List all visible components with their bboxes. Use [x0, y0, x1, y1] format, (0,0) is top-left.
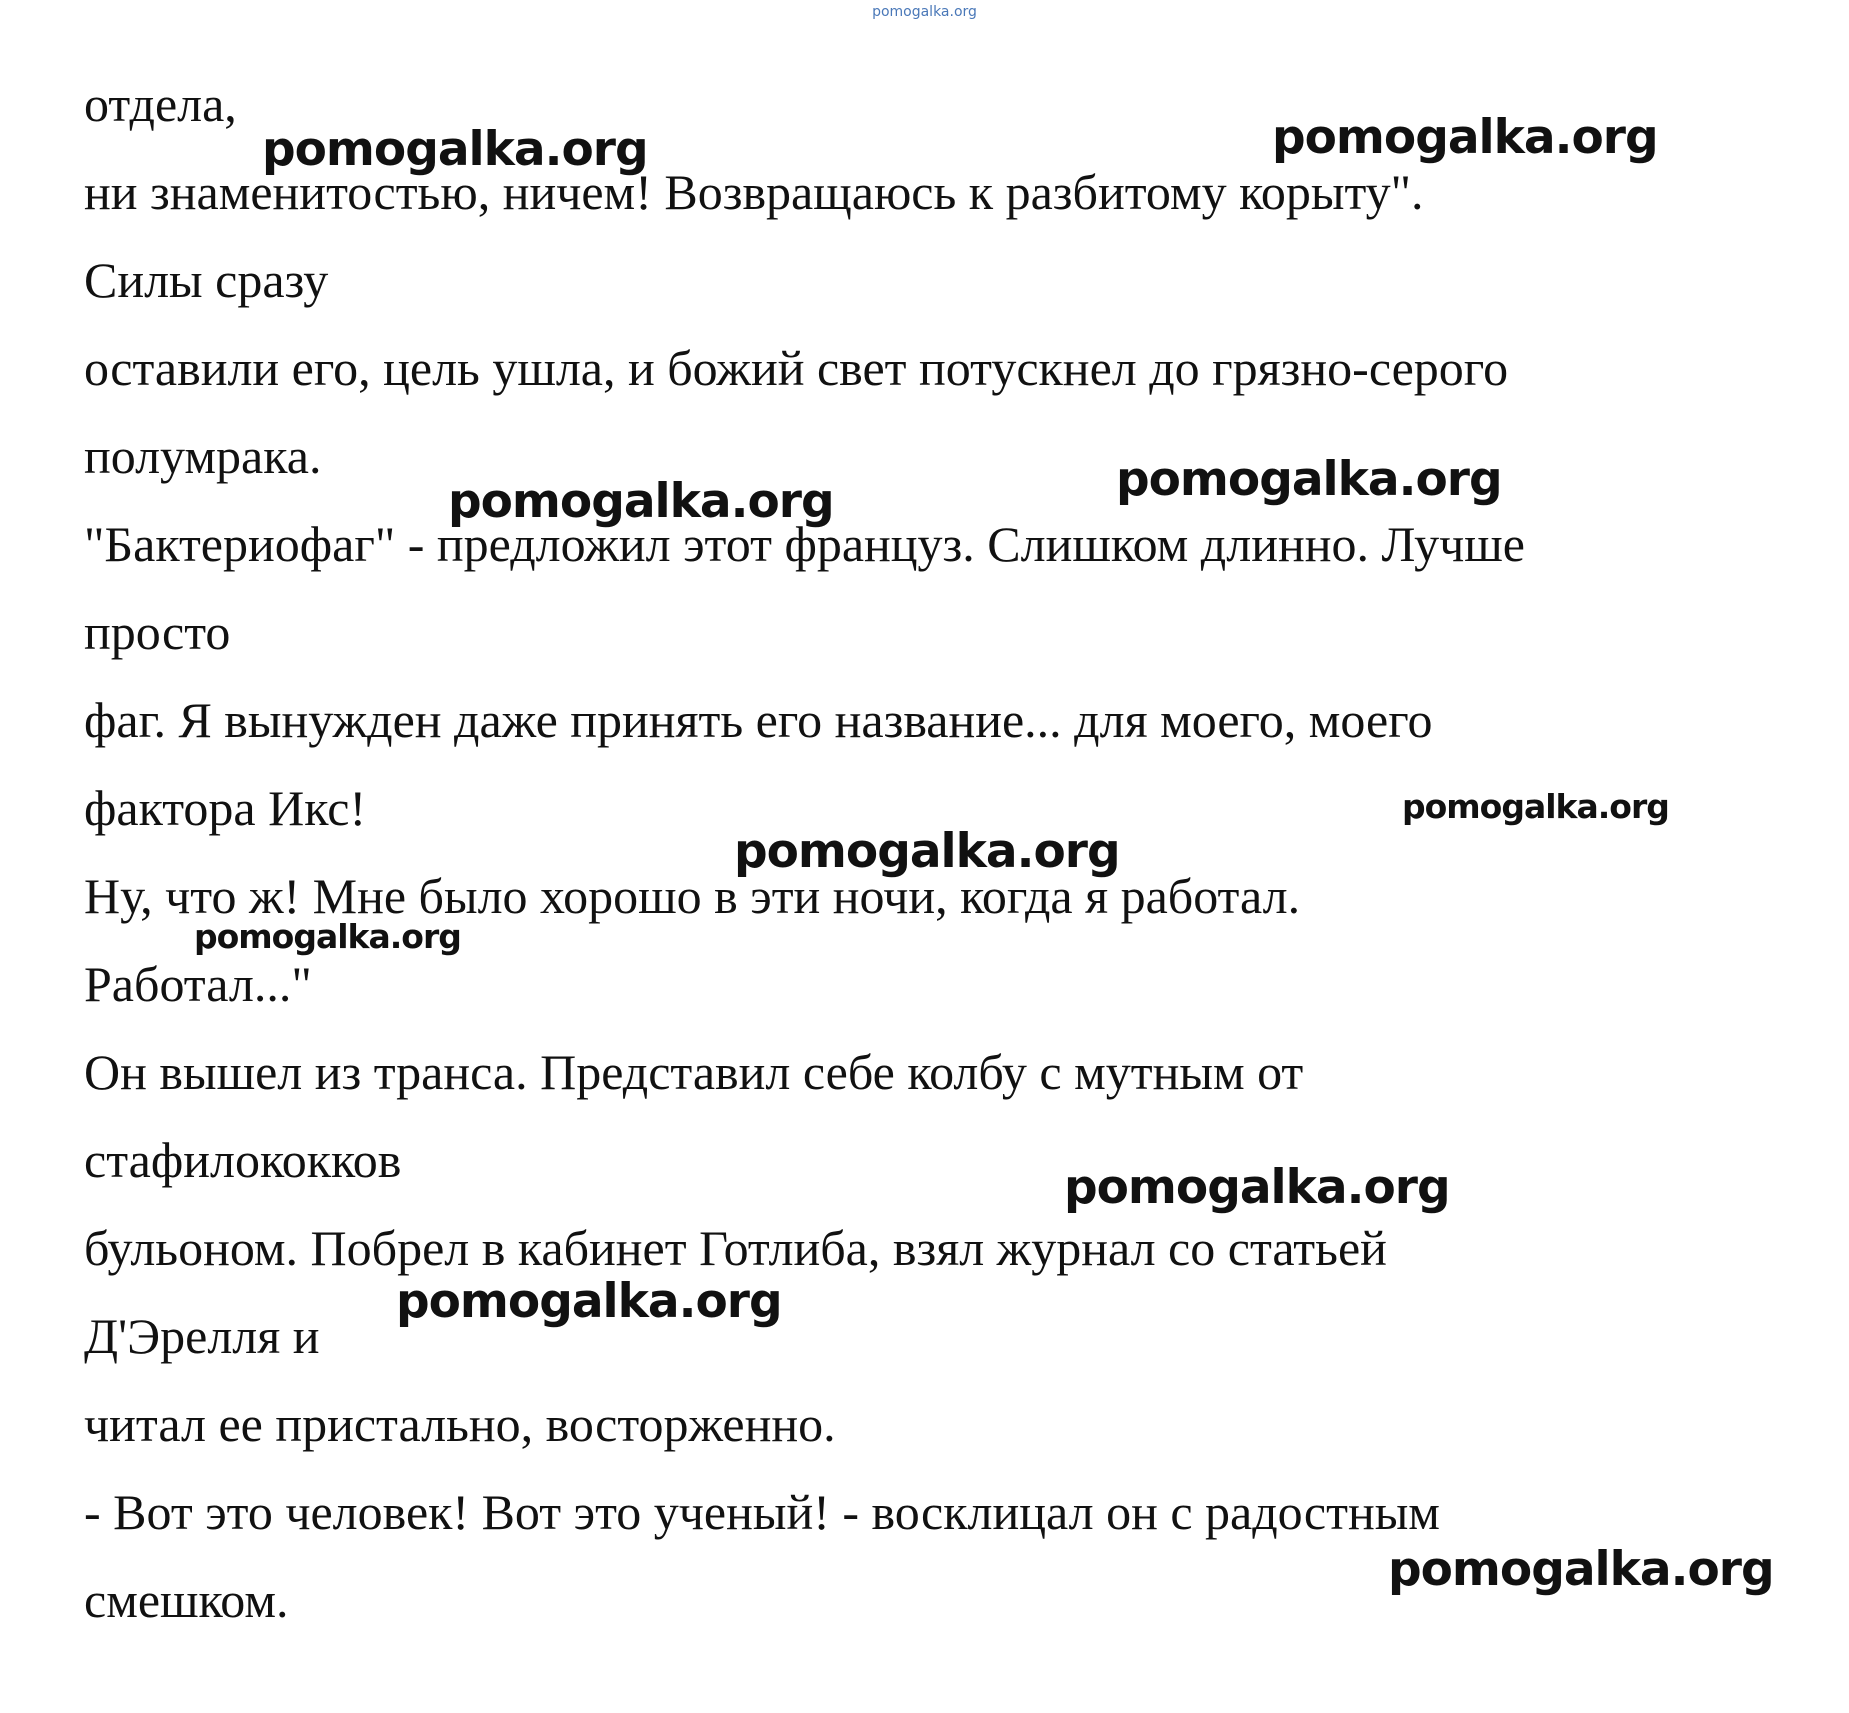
watermark: pomogalka.org	[1388, 1542, 1774, 1597]
header-watermark: pomogalka.org	[872, 4, 977, 20]
text-line: стафилококков	[84, 1132, 402, 1188]
text-line: - Вот это человек! Вот это ученый! - восклицал он с радостным	[84, 1484, 1440, 1540]
text-line: просто	[84, 604, 231, 660]
text-line: "Бактериофаг" - предложил этот француз. Слишком длинно. Лучше	[84, 516, 1525, 572]
text-line: фаг. Я вынужден даже принять его название... для моего, моего	[84, 692, 1433, 748]
watermark: pomogalka.org	[194, 917, 461, 956]
text-line: бульоном. Побрел в кабинет Готлиба, взял журнал со статьей	[84, 1220, 1387, 1276]
watermark: pomogalka.org	[1272, 110, 1658, 165]
text-line: полумрака.	[84, 428, 322, 484]
text-line: Силы сразу	[84, 252, 329, 308]
watermark: pomogalka.org	[448, 474, 834, 529]
watermark: pomogalka.org	[734, 824, 1120, 879]
watermark: pomogalka.org	[1402, 787, 1669, 826]
text-line: Работал..."	[84, 956, 312, 1012]
text-line: ни знаменитостью, ничем! Возвращаюсь к разбитому корыту".	[84, 164, 1424, 220]
text-line: отдела,	[84, 76, 237, 132]
text-line: фактора Икс!	[84, 780, 367, 836]
text-line: Он вышел из транса. Представил себе колбу с мутным от	[84, 1044, 1304, 1100]
watermark: pomogalka.org	[1116, 452, 1502, 507]
text-line: смешком.	[84, 1572, 289, 1628]
text-line: Ну, что ж! Мне было хорошо в эти ночи, когда я работал.	[84, 868, 1301, 924]
text-line: читал ее пристально, восторженно.	[84, 1396, 836, 1452]
text-line: Д'Эрелля и	[84, 1308, 320, 1364]
watermark: pomogalka.org	[396, 1274, 782, 1329]
text-line: оставили его, цель ушла, и божий свет потускнел до грязно-серого	[84, 340, 1509, 396]
watermark: pomogalka.org	[1064, 1160, 1450, 1215]
watermark: pomogalka.org	[262, 122, 648, 177]
